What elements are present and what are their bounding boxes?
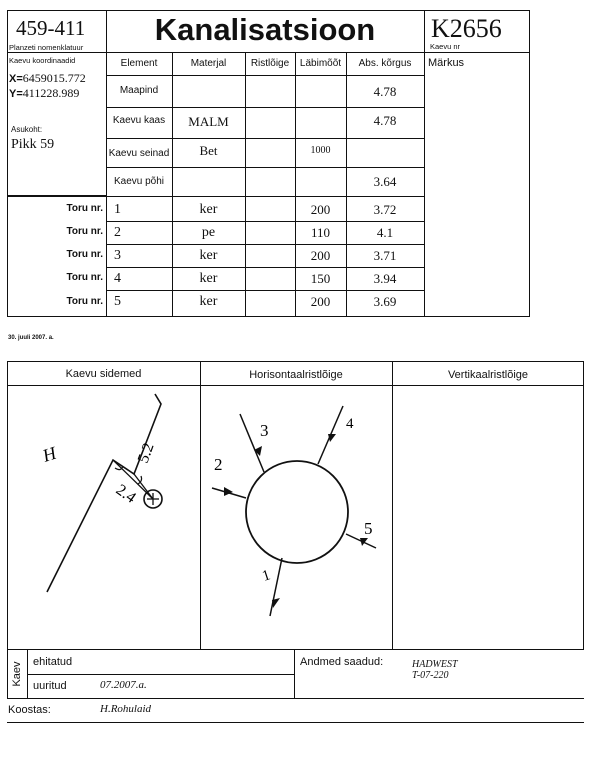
pipe-height: 3.94 bbox=[373, 271, 397, 286]
pipe-material: ker bbox=[199, 294, 218, 309]
well-number-label: Kaevu nr bbox=[430, 42, 461, 51]
surveyed-value: 07.2007.a. bbox=[100, 679, 147, 691]
row-element-walls: Kaevu seinad bbox=[108, 148, 170, 159]
compiled-value: H.Rohulaid bbox=[100, 703, 152, 715]
pipe-number: 2 bbox=[114, 225, 121, 240]
coords-label: Kaevu koordinaadid bbox=[9, 56, 76, 65]
data-source-label: Andmed saadud: bbox=[300, 656, 384, 668]
well-number: K2656 bbox=[431, 14, 502, 43]
connections-sketch bbox=[7, 386, 200, 649]
sketch-label-h: H bbox=[40, 442, 59, 466]
section-title-vertical: Vertikaalristlõige bbox=[447, 369, 529, 381]
pipe-diameter: 150 bbox=[310, 271, 331, 286]
pipe-height: 3.72 bbox=[373, 202, 397, 217]
location-value: Pikk 59 bbox=[11, 137, 55, 152]
col-header-notes: Märkus bbox=[428, 57, 465, 69]
row-walls-material: Bet bbox=[199, 143, 218, 158]
col-header-cross-section: Ristlõige bbox=[250, 58, 290, 69]
col-header-abs-height: Abs. kõrgus bbox=[358, 58, 412, 69]
section-title-horizontal: Horisontaalristlõige bbox=[249, 369, 343, 381]
surveyed-label: uuritud bbox=[33, 680, 67, 692]
well-circle bbox=[246, 461, 348, 563]
pipe-material: ker bbox=[199, 248, 218, 263]
pipe-label-5: 5 bbox=[364, 519, 373, 538]
built-label: ehitatud bbox=[33, 656, 73, 668]
pipe-material: pe bbox=[201, 225, 216, 240]
building-outline bbox=[47, 394, 161, 592]
col-header-material: Materjal bbox=[190, 58, 227, 69]
pipe-height: 4.1 bbox=[376, 225, 394, 240]
col-header-diameter: Läbimõõt bbox=[299, 58, 342, 69]
pipe-diameter: 110 bbox=[310, 225, 331, 240]
row-element-bottom: Kaevu põhi bbox=[113, 176, 165, 187]
pipe-label-2: 2 bbox=[214, 455, 223, 474]
row-cover-height: 4.78 bbox=[373, 113, 397, 128]
location-label: Asukoht: bbox=[11, 125, 43, 134]
row-element-cover: Kaevu kaas bbox=[112, 115, 166, 126]
pipe-label: Toru nr. bbox=[66, 272, 103, 283]
compiled-label: Koostas: bbox=[8, 704, 51, 716]
pipe-label: Toru nr. bbox=[66, 296, 103, 307]
data-source-value-2: T-07-220 bbox=[412, 670, 449, 681]
pipe-number: 4 bbox=[114, 271, 121, 286]
y-coordinate: Y=411228.989 bbox=[9, 86, 80, 100]
row-cover-material: MALM bbox=[188, 114, 229, 129]
row-ground-height: 4.78 bbox=[373, 84, 397, 99]
pipe-label: Toru nr. bbox=[66, 226, 103, 237]
page-title: Kanalisatsioon bbox=[154, 12, 376, 47]
date-note: 30. juuli 2007. a. bbox=[8, 335, 54, 341]
pipe-material: ker bbox=[199, 202, 218, 217]
sketch-label-distance-2: 5.2 bbox=[134, 440, 158, 466]
pipe-label: Toru nr. bbox=[66, 249, 103, 260]
pipe-label-3: 3 bbox=[260, 421, 269, 440]
x-coordinate: X=6459015.772 bbox=[9, 71, 86, 85]
row-walls-diameter: 1000 bbox=[310, 145, 331, 156]
nomenclature-label: Planzeti nomenklatuur bbox=[9, 43, 84, 52]
pipe-diameter: 200 bbox=[310, 248, 331, 263]
row-element-ground: Maapind bbox=[119, 85, 159, 96]
pipe-line-1 bbox=[270, 558, 282, 616]
pipe-diameter: 200 bbox=[310, 294, 331, 309]
section-title-connections: Kaevu sidemed bbox=[65, 368, 142, 380]
pipe-height: 3.71 bbox=[373, 248, 397, 263]
data-source-value-1: HADWEST bbox=[412, 659, 458, 670]
pipe-number: 3 bbox=[114, 248, 121, 263]
pipe-label: Toru nr. bbox=[66, 203, 103, 214]
col-header-element: Element bbox=[120, 58, 158, 69]
pipe-label-4: 4 bbox=[346, 416, 354, 432]
footer-vertical-label: Kaev bbox=[11, 661, 23, 687]
horizontal-section-sketch bbox=[200, 386, 392, 649]
pipe-material: ker bbox=[199, 271, 218, 286]
row-bottom-height: 3.64 bbox=[373, 174, 397, 189]
sketch-label-distance-1: 2.4 bbox=[112, 481, 139, 507]
nomenclature-code: 459-411 bbox=[16, 16, 86, 40]
pipe-height: 3.69 bbox=[373, 294, 397, 309]
pipe-label-1: 1 bbox=[260, 567, 273, 585]
pipe-number: 1 bbox=[114, 202, 121, 217]
pipe-diameter: 200 bbox=[310, 202, 331, 217]
pipe-number: 5 bbox=[114, 294, 121, 309]
